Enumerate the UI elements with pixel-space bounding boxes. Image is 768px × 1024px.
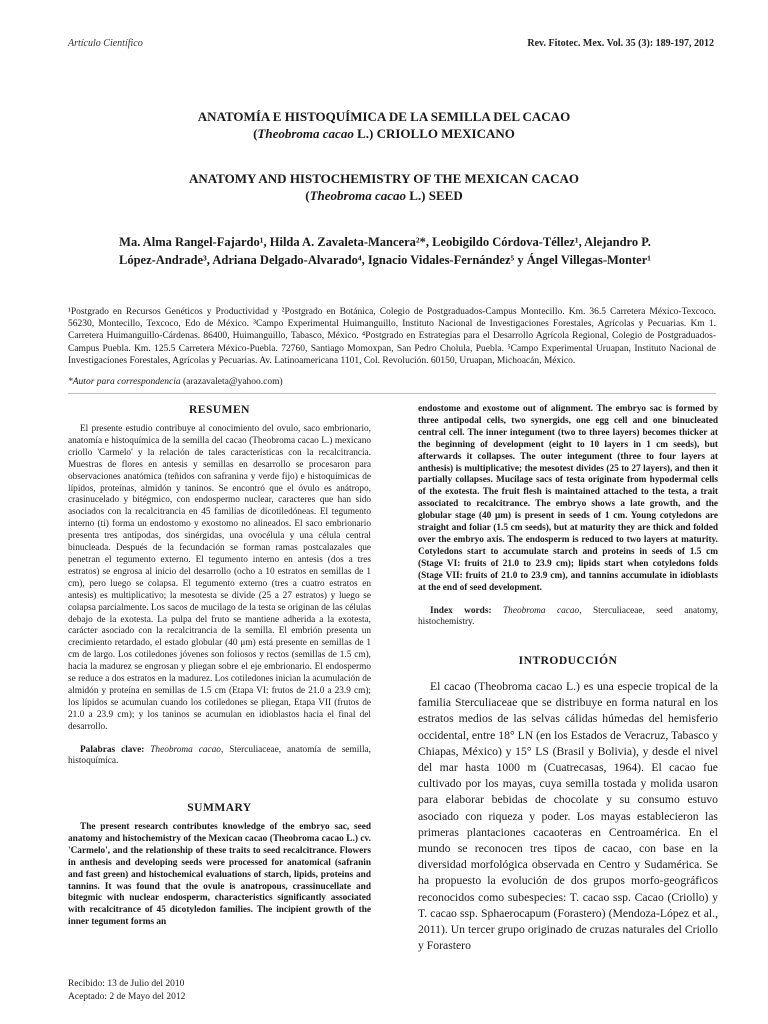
summary-section: [68, 802, 371, 929]
title-english-line1: ANATOMY AND HISTOCHEMISTRY OF THE MEXICAN CACAO: [188, 171, 580, 186]
correspondence-label: *Autor para correspondencia: [68, 377, 181, 387]
author-line-2: López-Andrade³, Adriana Delgado-Alvarado⁴, Ignacio Vidales-Fernández⁵ y Ángel Villegas-Monter¹: [119, 253, 651, 267]
resumen-keywords: Palabras clave: Theobroma cacao, Sterculiaceae, anatomía de semilla, histoquímica.: [68, 744, 371, 767]
resumen-body: El presente estudio contribuye al conocimiento del ovulo, saco embrionario, anatomía e histoquímica de la semilla del cacao (Theobroma cacao L.) mexicano criollo 'Carmelo' y la relación de tales características con la recalcitrancia. Muestras de flores en antesis y semillas en desarrollo se procesaron para observaciones anatómica (teñidos con safranina y verde fijo) e histoquímicas de lípidos, proteínas, almidón y taninos. Se encontró que el óvulo es anátropo, crasinucelado y bitégmico, con endospermo nuclear, caracteres que han sido asociados con la recalcitrancia en 45 familias de dicotiledóneas. El tegumento interno (ti) forma un endostomo y exostomo no alineados. El saco embrionario presenta tres antípodas, dos sinérgidas, una ovocélula y una célula central binucleada. Después de la fecundación se forman ramas postcalazales que penetran el tegumento externo. El tegumento interno en antesis (dos a tres estratos) se engrosa al inicio del desarrollo (ocho a 10 estratos en semillas de 1 cm), pero luego se colapsa. El tegumento externo (tres a cuatro estratos en antesis) es multiplicativo; la mesotesta se divide (25 a 27 estratos) y luego se colapsa parcialmente. Los sacos de mucilago de la testa se originan de las células debajo de la exotesta. La pulpa del fruto se mantiene adherida a la exotesta, carácter asociado con la recalcitrancia de la semilla. El embrión presenta un crecimiento retardado, el estado globular (40 μm) está presente en semillas de 1 cm de largo. Los cotiledones jóvenes son foliosos y rectos (semillas de 1.5 cm), hacia la madurez se engrosan y pliegan sobre el eje embrionario. El endospermo se reduce a dos estratos en la madurez. Los cotiledones inician la acumulación de almidón y proteína en semillas de 1.5 cm (Etapa VI: frutos de 21.0 a 23.9 cm); los lípidos se acumulan cuando los cotiledones se pliegan, Etapa VII (frutos de 21.0 a 23.9 cm); y los taninos se acumulan en idioblastos hacia el final del desarrollo.: [68, 424, 371, 732]
title-spanish-line1: ANATOMÍA E HISTOQUÍMICA DE LA SEMILLA DEL CACAO: [197, 109, 571, 124]
journal-section-label: Artículo Científico: [68, 38, 143, 49]
summary-heading: SUMMARY: [187, 802, 252, 814]
author-line-1: Ma. Alma Rangel-Fajardo¹, Hilda A. Zavaleta-Mancera²*, Leobigildo Córdova-Téllez¹, Alejandro P.: [119, 235, 651, 249]
summary-body: The present research contributes knowledge of the embryo sac, seed anatomy and histochemistry of the Mexican cacao (Theobroma cacao L.) cv. 'Carmelo', and the relationship of these traits to seed recalcitrance. Flowers in anthesis and developing seeds were processed for anatomical (safranin and fast green) and histochemical evaluations of starch, lipids, proteins and tannins. It was found that the ovule is anatropous, crassinucellate and bitegmic with nuclear endosperm, characteristics significantly associated with recalcitrance of 45 dicotyledon families. The incipient growth of the inner tegument forms an: [68, 822, 371, 928]
submission-dates: [68, 978, 185, 1003]
received-date: Recibido: 13 de Julio del 2010: [68, 979, 185, 989]
introduccion-section: [418, 655, 718, 954]
resumen-heading: RESUMEN: [188, 404, 250, 416]
summary-keywords: Index words: Theobroma cacao, Sterculiaceae, seed anatomy, histochemistry.: [418, 605, 719, 628]
title-english-line2: (Theobroma cacao L.) SEED: [305, 188, 463, 203]
introduccion-heading: INTRODUCCIÓN: [518, 655, 618, 667]
summary-continuation: [418, 404, 718, 629]
title-spanish-line2: (Theobroma cacao L.) CRIOLLO MEXICANO: [253, 126, 515, 141]
title-spanish: [60, 108, 708, 142]
summary-body-continued: endostome and exostome out of alignment. The embryo sac is formed by three antipodal cells, two synergids, one egg cell and one binucleated central cell. The inner integument (two to three layers) becomes thicker at the beginning of development (eight to 10 layers in 1 cm seeds), but afterwards it collapses. The outer integument (three to four layers at anthesis) is multiplicative; the mesotest divides (25 to 27 layers), and then it partially collapses. Mucilage sacs of testa originate from hypodermal cells of the exotesta. The fruit flesh is maintained attached to the testa, a trait associated to recalcitrance. The embryo shows a late growth, and the globular stage (40 μm) is present in seeds of 1 cm. Young cotyledons are straight and foliar (1.5 cm seeds), but at maturity they are thick and folded over the embryo axis. The endosperm is reduced to two layers at maturity. Cotyledons start to accumulate starch and proteins in seeds of 1.5 cm (Stage VI: fruits of 21.0 to 23.9 cm); lipids start when cotyledons folds (Stage VII: fruits of 21.0 to 23.9 cm), and tannins accumulate in idioblasts at the end of seed development.: [418, 404, 718, 593]
author-list: [70, 233, 700, 269]
affiliations: ¹Postgrado en Recursos Genéticos y Productividad y ²Postgrado en Botánica, Colegio de Postgraduados-Campus Montecillo. Km. 36.5 Carretera México-Texcoco. 56230, Montecillo, Texcoco, Edo de México. ³Campo Experimental Huimanguillo, Instituto Nacional de Investigaciones Forestales, Agrícolas y Pecuarias. Km 1. Carretera Huimanguillo-Cárdenas. 86400, Huimanguillo, Tabasco, México. ⁴Postgrado en Estrategias para el Desarrollo Agrícola Regional, Colegio de Postgraduados-Campus Puebla. Km. 125.5 Carretera México-Puebla. 72760, Santiago Momoxpan, San Pedro Cholula, Puebla. ⁵Campo Experimental Uruapan, Instituto Nacional de Investigaciones Forestales, Agrícolas y Pecuarias. Av. Latinoamericana 1101, Col. Revolución. 60150, Uruapan, Michoacán, México.: [68, 307, 716, 366]
correspondence: [68, 377, 283, 387]
header-divider: [68, 393, 716, 394]
correspondence-email[interactable]: (arazavaleta@yahoo.com): [180, 377, 283, 387]
journal-citation: Rev. Fitotec. Mex. Vol. 35 (3): 189-197, 2012: [527, 38, 714, 49]
introduccion-body: El cacao (Theobroma cacao L.) es una especie tropical de la familia Sterculiaceae que se distribuye en forma natural en los estratos medios de las selvas cálidas húmedas del hemisferio occidental, entre 18° LN (en los Estados de Veracruz, Tabasco y Chiapas, México) y 15° LS (Brasil y Bolivia), y desde el nivel del mar hasta 1000 m (Cuatrecasas, 1964). El cacao fue cultivado por los mayas, cuya semilla tostada y molida usaron para elaborar bebidas de chocolate y su consumo estuvo asociado con riqueza y poder. Los mayas establecieron las primeras plantaciones cacaoteras en Centroamérica. En el mundo se reconocen tres tipos de cacao, con base en la diversidad morfológica observada en Centro y Sudamérica. Se ha propuesto la evolución de dos grupos morfo-geográficos reconocidos como subespecies: T. cacao ssp. Cacao (Criollo) y T. cacao ssp. Sphaerocapum (Forastero) (Mendoza-López et al., 2011). Un tercer grupo originado de cruzas naturales del Criollo y Forastero: [418, 680, 718, 953]
accepted-date: Aceptado: 2 de Mayo del 2012: [68, 991, 186, 1002]
resumen-section: [68, 404, 371, 768]
title-english: [60, 170, 708, 204]
